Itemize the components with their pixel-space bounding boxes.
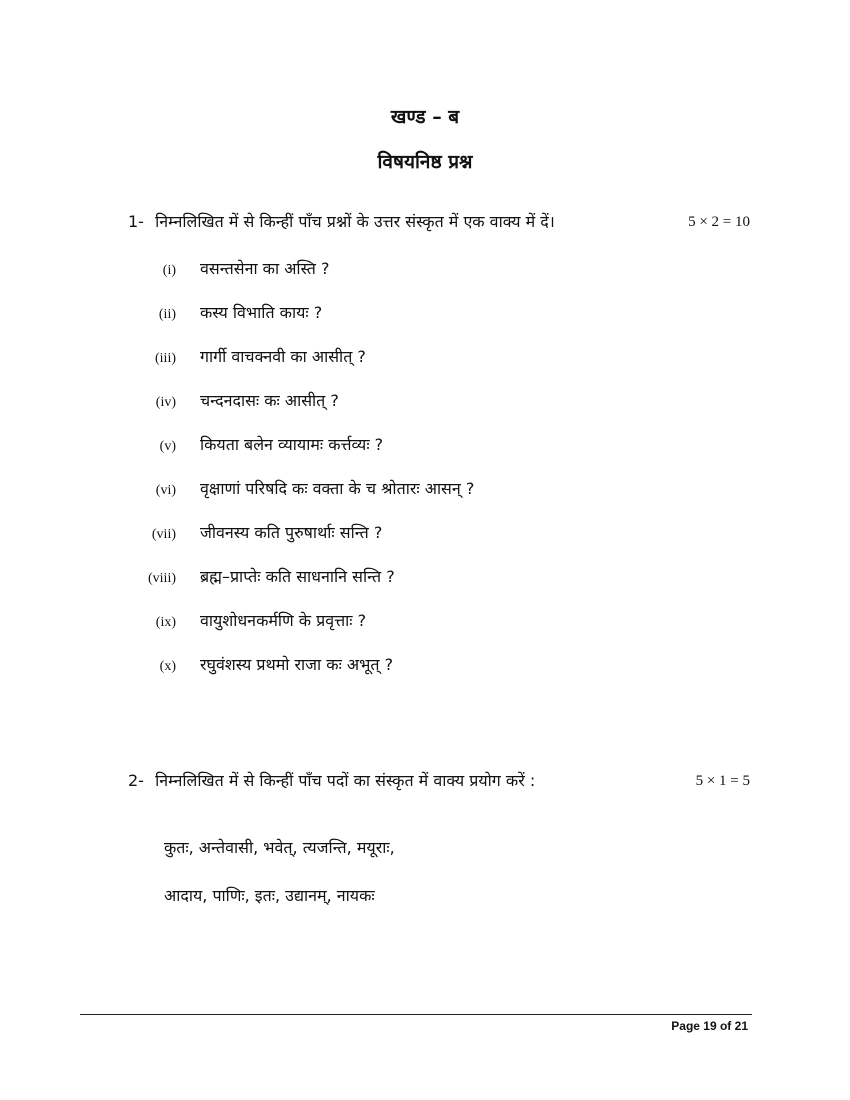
subquestion-text: कस्य विभाति कायः ? [200,303,323,322]
subquestion-number: (iii) [155,351,176,366]
subquestion [140,476,740,520]
question-2-text: निम्नलिखित में से किन्हीं पाँच पदों का संस्कृत में वाक्य प्रयोग करें : [155,771,536,790]
question-2 [128,770,750,792]
subquestion-text: ब्रह्म–प्राप्तेः कति साधनानि सन्ति ? [200,567,395,586]
question-1-number: 1- [128,212,144,231]
subquestion [140,432,740,476]
subquestion-number: (viii) [148,571,176,586]
question-2-marks: 5 × 1 = 5 [695,773,750,789]
subquestion [140,564,740,608]
subquestion-number: (x) [159,659,176,674]
subquestion-number: (i) [162,263,176,278]
subquestion-number: (iv) [155,395,176,410]
subquestion-number: (ix) [155,615,176,630]
subquestion [140,300,740,344]
question-1 [128,211,750,233]
subquestion-text: वायुशोधनकर्मणि के प्रवृत्ताः ? [200,611,367,630]
subquestion-text: वसन्तसेना का अस्ति ? [200,259,330,278]
subquestion-number: (v) [159,439,176,454]
subquestion [140,256,740,300]
subquestion-text: रघुवंशस्य प्रथमो राजा कः अभूत् ? [200,655,394,674]
subquestion-text: जीवनस्य कति पुरुषार्थाः सन्ति ? [200,523,383,542]
subquestion-number: (vi) [155,483,176,498]
question-2-number: 2- [128,771,144,790]
footer-divider [80,1014,752,1015]
page-number: Page 19 of 21 [671,1019,748,1033]
subquestion [140,344,740,388]
subquestion-text: चन्दनदासः कः आसीत् ? [200,391,339,410]
section-subtitle: विषयनिष्ठ प्रश्न [377,151,473,173]
question-2-words-line-1: कुतः, अन्तेवासी, भवेत्, त्यजन्ति, मयूराः, [164,838,395,857]
subquestion-text: कियता बलेन व्यायामः कर्त्तव्यः ? [200,435,384,454]
subquestion [140,520,740,564]
subquestion [140,388,740,432]
question-1-marks: 5 × 2 = 10 [688,214,750,230]
question-2-words-line-2: आदाय, पाणिः, इतः, उद्यानम्, नायकः [164,886,375,905]
question-1-subquestions [140,256,740,696]
question-1-text: निम्नलिखित में से किन्हीं पाँच प्रश्नों के उत्तर संस्कृत में एक वाक्य में दें। [155,212,555,231]
section-title: खण्ड – ब [390,106,460,128]
subquestion-text: वृक्षाणां परिषदि कः वक्ता के च श्रोतारः आसन् ? [200,479,475,498]
subquestion [140,608,740,652]
subquestion-text: गार्गी वाचक्नवी का आसीत् ? [200,347,366,366]
subquestion-number: (ii) [158,307,176,322]
subquestion [140,652,740,696]
subquestion-number: (vii) [151,527,176,542]
